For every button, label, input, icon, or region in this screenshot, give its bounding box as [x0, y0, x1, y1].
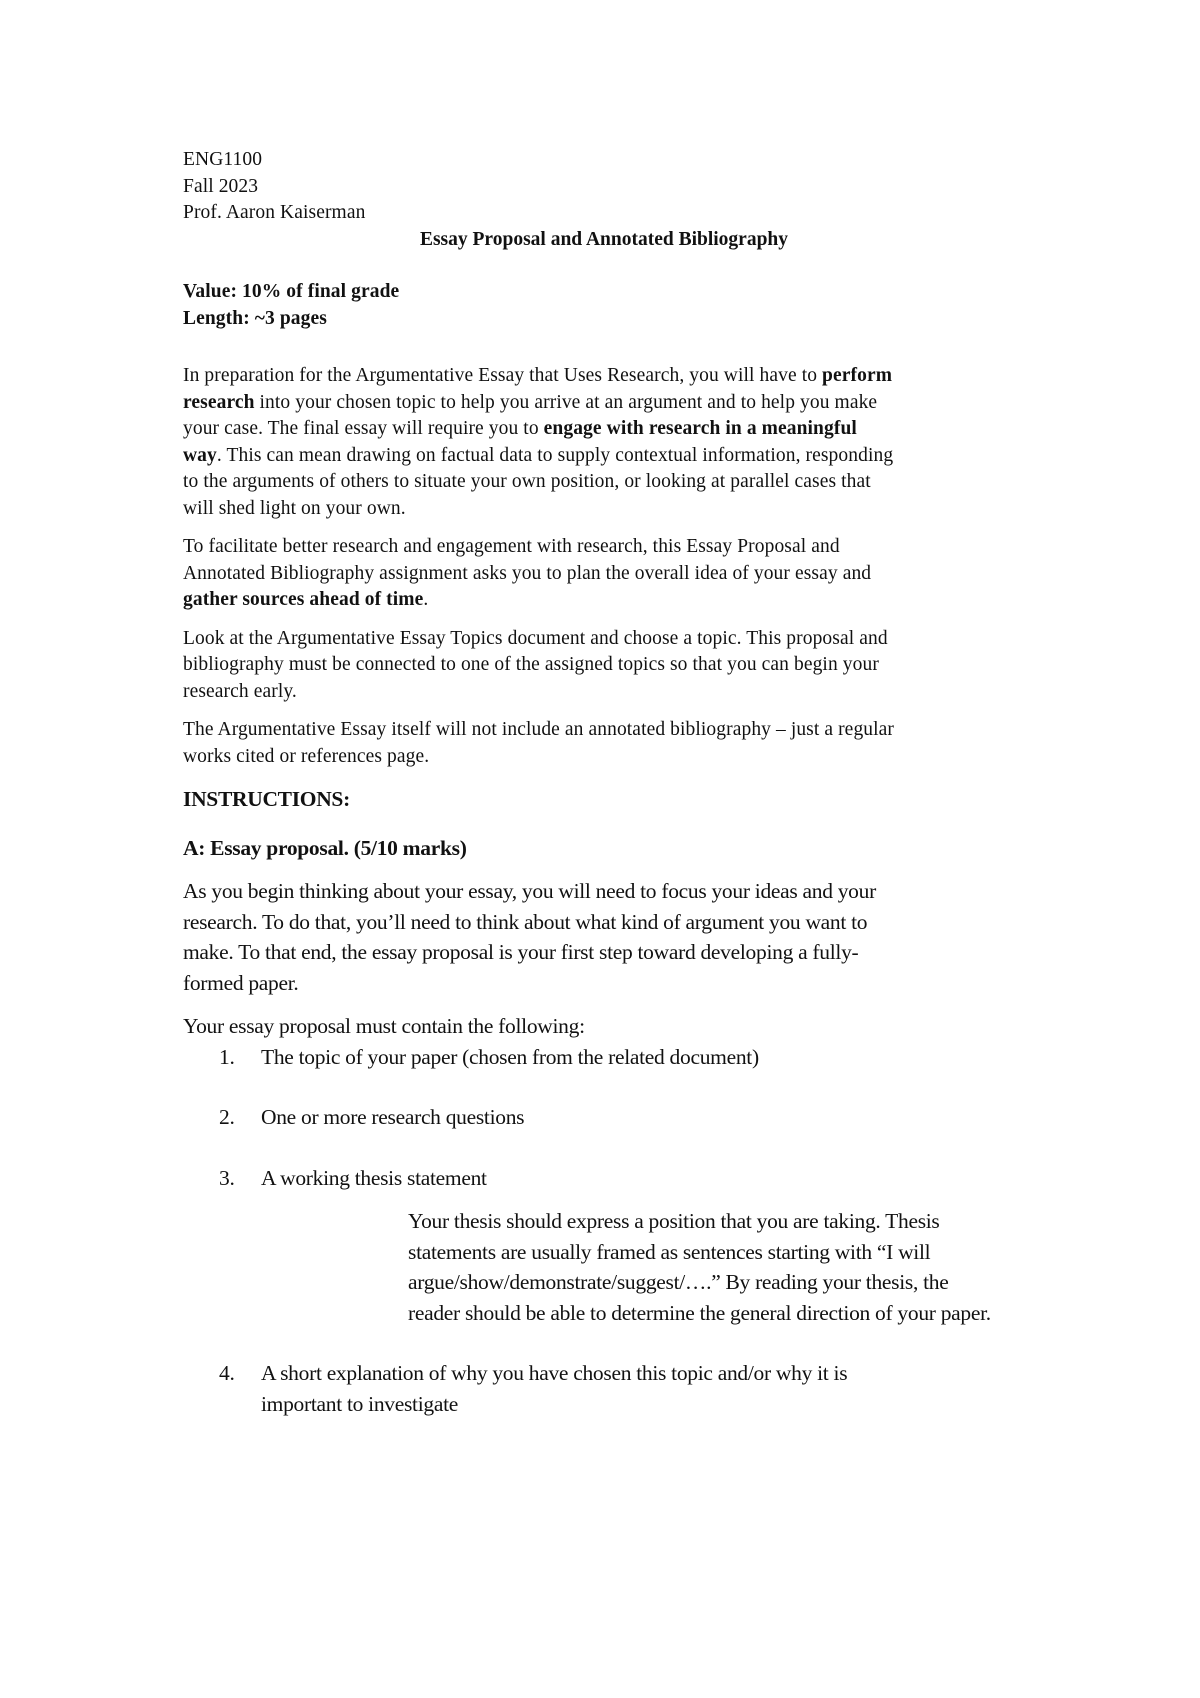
text-line: works cited or references page. [183, 745, 430, 767]
text-line: reader should be able to determine the general direction of your paper. [408, 1300, 991, 1325]
proposal-requirements-intro: Your essay proposal must contain the following: [183, 1014, 585, 1038]
intro-paragraph-1 [183, 363, 1025, 522]
emphasis-text: perform [822, 365, 893, 386]
emphasis-text: engage with research in a meaningful [543, 418, 857, 439]
emphasis-text: gather sources ahead of time [183, 589, 424, 610]
text-run: your case. The final essay will require you to [183, 418, 544, 439]
list-number: 4. [219, 1361, 235, 1385]
list-item [183, 1163, 1025, 1329]
text-line: Your thesis should express a position that you are taking. Thesis [408, 1209, 940, 1233]
text-line: research. To do that, you’ll need to think about what kind of argument you want to [183, 909, 868, 934]
text-line: Annotated Bibliography assignment asks you to plan the overall idea of your essay and [183, 562, 872, 584]
course-header [183, 147, 1025, 227]
text-line: make. To that end, the essay proposal is your first step toward developing a fully- [183, 940, 859, 964]
document-body [183, 147, 1025, 1419]
list-number: 1. [219, 1044, 235, 1069]
intro-paragraph-4 [183, 717, 1025, 770]
text-line: To facilitate better research and engagement with research, this Essay Proposal and [183, 536, 840, 557]
text-line: The Argumentative Essay itself will not include an annotated bibliography – just a regular [183, 719, 895, 740]
text-line: formed paper. [183, 970, 299, 995]
text-line: As you begin thinking about your essay, you will need to focus your ideas and your [183, 879, 876, 903]
text-run: In preparation for the Argumentative Essay that Uses Research, you will have to [183, 365, 823, 386]
assignment-meta [183, 279, 1025, 332]
emphasis-text: way [183, 444, 217, 466]
requirements-list [183, 1042, 1025, 1420]
list-item [183, 1042, 1025, 1073]
document-title: Essay Proposal and Annotated Bibliography [419, 228, 789, 250]
list-item-text: A short explanation of why you have chosen this topic and/or why it is [261, 1361, 848, 1385]
intro-paragraph-2 [183, 534, 1025, 614]
course-term: Fall 2023 [183, 175, 259, 197]
text-line: will shed light on your own. [183, 497, 406, 519]
list-item-text: A working thesis statement [261, 1165, 487, 1190]
section-a-heading: A: Essay proposal. (5/10 marks) [183, 835, 467, 860]
instructions-heading: INSTRUCTIONS: [183, 787, 350, 811]
list-item-text: The topic of your paper (chosen from the related document) [261, 1044, 759, 1069]
list-number: 3. [219, 1165, 235, 1190]
list-number: 2. [219, 1105, 235, 1129]
section-a-paragraph [183, 876, 1025, 998]
text-line: to the arguments of others to situate your own position, or looking at parallel cases that [183, 471, 871, 492]
text-run: . [423, 589, 429, 610]
text-run: . This can mean drawing on factual data to supply contextual information, responding [216, 444, 894, 466]
thesis-note [408, 1206, 1025, 1328]
course-code: ENG1100 [183, 149, 263, 170]
text-run: into your chosen topic to help you arrive at an argument and to help you make [254, 391, 878, 413]
text-line: statements are usually framed as sentences starting with “I will [408, 1239, 931, 1264]
assignment-value: Value: 10% of final grade [183, 281, 400, 302]
text-line: argue/show/demonstrate/suggest/….” By reading your thesis, the [408, 1270, 949, 1294]
list-item-text: important to investigate [261, 1391, 459, 1416]
assignment-length: Length: ~3 pages [183, 307, 327, 329]
list-item [183, 1102, 1025, 1133]
intro-paragraph-3 [183, 626, 1025, 706]
text-line: Look at the Argumentative Essay Topics document and choose a topic. This proposal and [183, 627, 888, 649]
list-item [183, 1358, 1025, 1419]
list-item-text: One or more research questions [261, 1105, 525, 1129]
course-professor: Prof. Aaron Kaiserman [183, 202, 366, 223]
text-line: bibliography must be connected to one of the assigned topics so that you can begin your [183, 654, 879, 675]
emphasis-text: research [183, 391, 255, 413]
text-line: research early. [183, 680, 297, 702]
